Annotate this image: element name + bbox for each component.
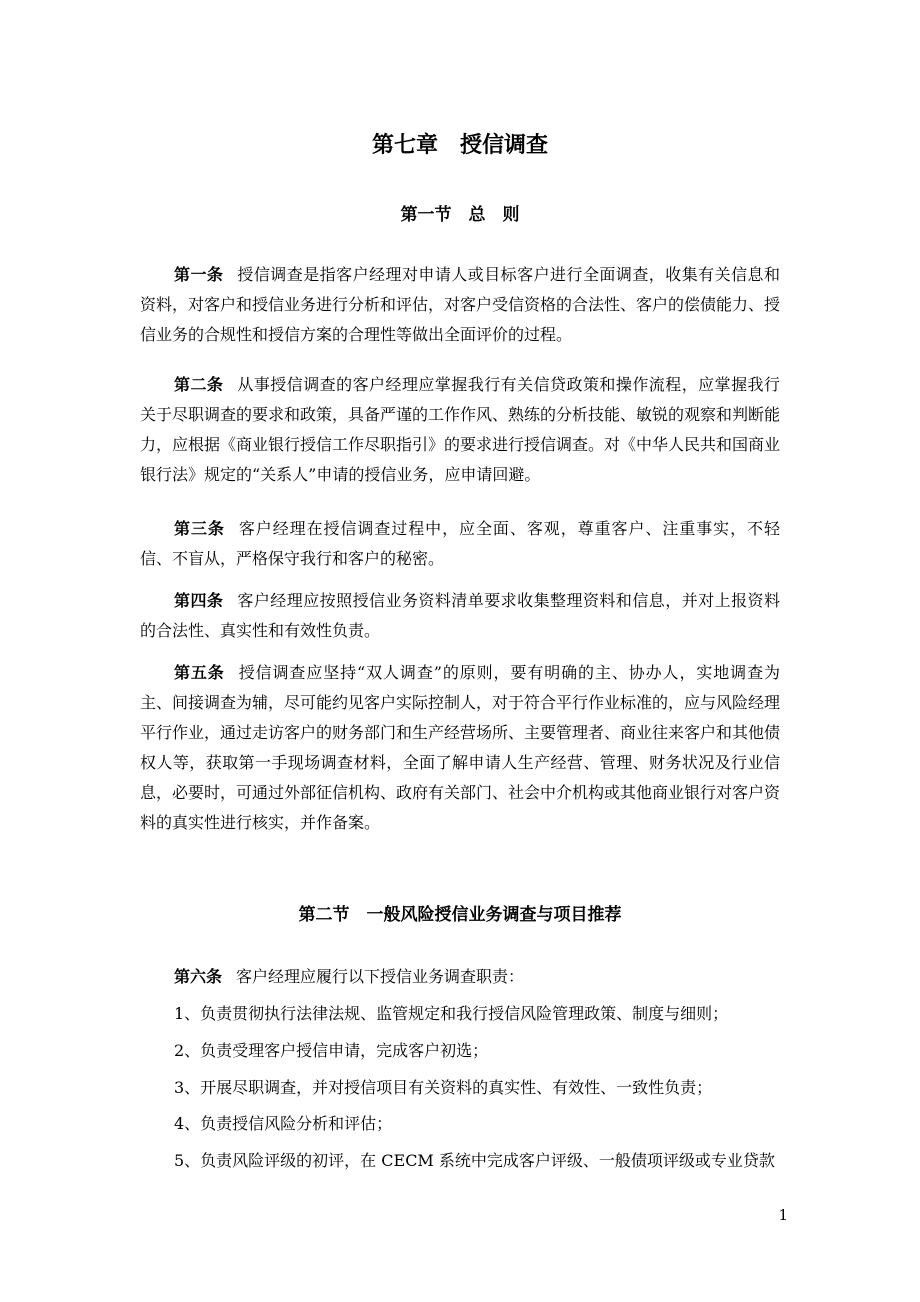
article-label: 第一条: [174, 265, 224, 284]
chapter-title: 第七章 授信调查: [371, 132, 548, 158]
article-text: 授信调查是指客户经理对申请人或目标客户进行全面调查，收集有关信息和资料，对客户和授信业务进行分析和评估，对客户受信资格的合法性、客户的偿债能力、授信业务的合规性和授信方案的合理性等做出全面评价的过程。: [140, 265, 781, 344]
section-title-general: 第一节 总 则: [400, 205, 520, 225]
article-1: [140, 260, 780, 350]
article-label: 第五条: [174, 663, 225, 682]
article-6: [140, 962, 780, 992]
page-number: 1: [778, 1206, 788, 1224]
article-label: 第二条: [174, 375, 224, 394]
article-text: 从事授信调查的客户经理应掌握我行有关信贷政策和操作流程，应掌握我行关于尽职调查的要求和政策，具备严谨的工作作风、熟练的分析技能、敏锐的观察和判断能力，应根据《商业银行授信工作尽职指引》的要求进行授信调查。对《中华人民共和国商业银行法》规定的“关系人”申请的授信业务，应申请回避。: [140, 375, 781, 484]
article-text: 客户经理应履行以下授信业务调查职责：: [236, 967, 525, 986]
article-label: 第六条: [174, 967, 223, 986]
list-item: 2、负责受理客户授信申请，完成客户初选；: [174, 1041, 489, 1060]
list-item: 4、负责授信风险分析和评估；: [174, 1114, 393, 1133]
list-item: 5、负责风险评级的初评，在 CECM 系统中完成客户评级、一般债项评级或专业贷款: [174, 1151, 775, 1170]
article-label: 第四条: [174, 591, 224, 610]
list-item: 3、开展尽职调查，并对授信项目有关资料的真实性、有效性、一致性负责；: [174, 1078, 713, 1097]
article-text: 客户经理在授信调查过程中，应全面、客观，尊重客户、注重事实，不轻信、不盲从，严格保守我行和客户的秘密。: [140, 519, 780, 568]
list-item: 1、负责贯彻执行法律法规、监管规定和我行授信风险管理政策、制度与细则；: [174, 1004, 729, 1023]
article-text: 授信调查应坚持“双人调查”的原则，要有明确的主、协办人，实地调查为主、间接调查为辅，尽可能约见客户实际控制人，对于符合平行作业标准的，应与风险经理平行作业，通过走访客户的财务部门和生产经营场所、主要管理者、商业往来客户和其他债权人等，获取第一手现场调查材料，全面了解申请人生产经营、管理、财务状况及行业信息，必要时，可通过外部征信机构、政府有关部门、社会中介机构或其他商业银行对客户资料的真实性进行核实，并作备案。: [140, 663, 781, 832]
article-2: [140, 370, 780, 490]
article-text: 客户经理应按照授信业务资料清单要求收集整理资料和信息，并对上报资料的合法性、真实性和有效性负责。: [140, 591, 780, 640]
article-4: [140, 586, 780, 646]
article-5: [140, 658, 780, 838]
article-label: 第三条: [174, 519, 225, 538]
article-3: [140, 514, 780, 574]
section-title-investigation: 第二节 一般风险授信业务调查与项目推荐: [298, 905, 622, 925]
